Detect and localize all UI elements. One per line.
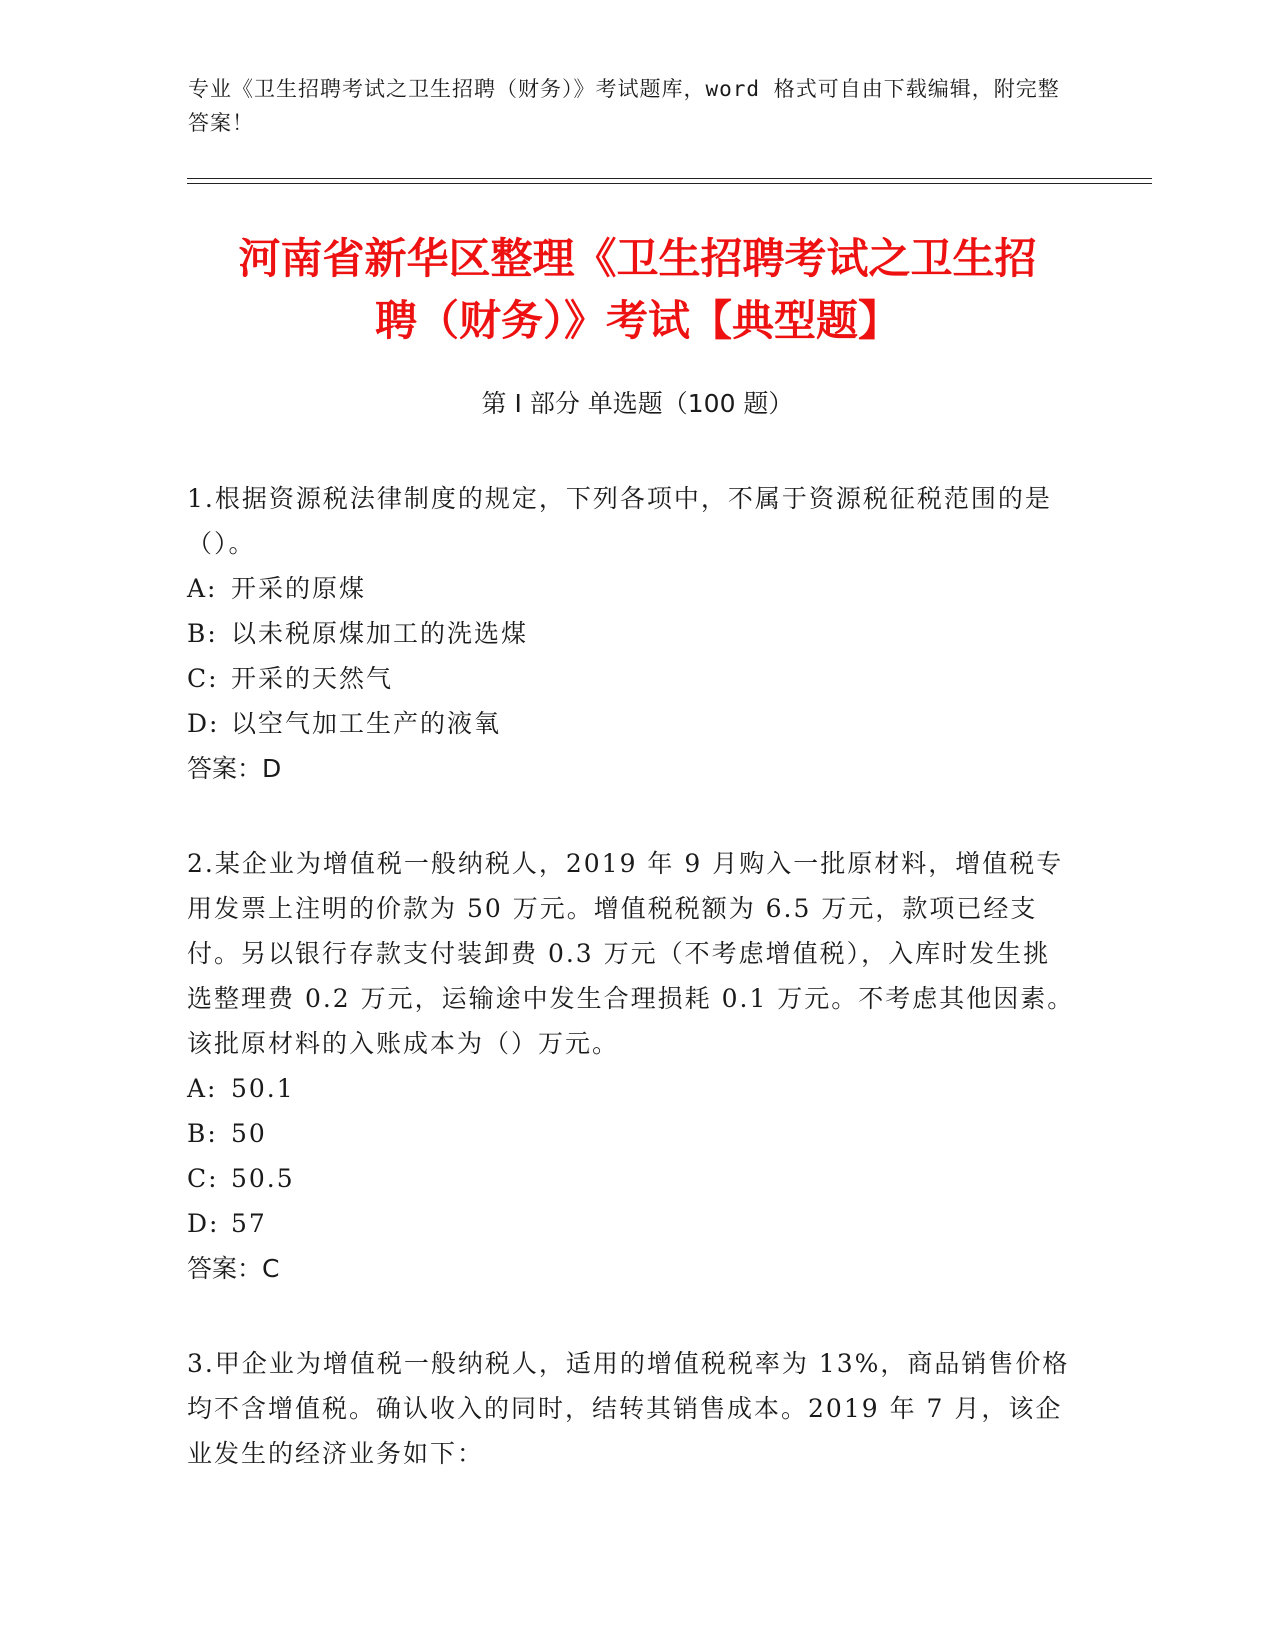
answer: 答案：C [187, 1254, 280, 1283]
option-d [187, 701, 1077, 746]
option-key: B: [187, 1119, 218, 1148]
option-c [187, 656, 1077, 701]
option-key: C: [187, 1164, 219, 1193]
option-key: C: [187, 664, 219, 693]
question-1 [187, 476, 1077, 791]
header-note: 专业《卫生招聘考试之卫生招聘（财务）》考试题库，word 格式可自由下载编辑，附完整答案！ [188, 77, 1060, 135]
option-a [187, 566, 1077, 611]
option-text: 以空气加工生产的液氧 [231, 709, 502, 738]
option-c [187, 1156, 1077, 1201]
option-text: 开采的原煤 [231, 574, 367, 603]
option-text: 开采的天然气 [231, 664, 394, 693]
option-b [187, 611, 1077, 656]
option-d [187, 1201, 1077, 1246]
option-key: D: [187, 1209, 220, 1238]
option-text: 50.1 [231, 1074, 295, 1103]
option-key: B: [187, 619, 218, 648]
document-title-line-2: 聘（财务）》考试【典型题】 [374, 296, 900, 345]
option-key: A: [187, 1074, 218, 1103]
option-text: 50 [231, 1119, 267, 1148]
document-title [150, 228, 1125, 352]
option-text: 以未税原煤加工的洗选煤 [231, 619, 529, 648]
option-key: D: [187, 709, 220, 738]
option-key: A: [187, 574, 218, 603]
header-divider [187, 178, 1152, 179]
question-2 [187, 841, 1077, 1291]
option-b [187, 1111, 1077, 1156]
header-divider-second [187, 183, 1152, 184]
question-stem: 3.甲企业为增值税一般纳税人，适用的增值税税率为 13%，商品销售价格均不含增值税。确认收入的同时，结转其销售成本。2019 年 7 月，该企业发生的经济业务如下： [187, 1349, 1070, 1468]
option-a [187, 1066, 1077, 1111]
question-stem: 1.根据资源税法律制度的规定，下列各项中，不属于资源税征税范围的是（）。 [187, 484, 1052, 558]
question-3 [187, 1341, 1077, 1476]
option-text: 57 [231, 1209, 267, 1238]
answer: 答案：D [187, 754, 282, 783]
document-title-line-1: 河南省新华区整理《卫生招聘考试之卫生招 [238, 234, 1037, 283]
option-text: 50.5 [231, 1164, 295, 1193]
section-heading: 第 I 部分 单选题（100 题） [481, 389, 794, 418]
question-stem: 2.某企业为增值税一般纳税人，2019 年 9 月购入一批原材料，增值税专用发票上注明的价款为 50 万元。增值税税额为 6.5 万元，款项已经支付。另以银行存款支付装卸费 0.3 万元（不考虑增值税），入库时发生挑选整理费 0.2 万元，运输途中发生合理损耗 0.1 万元。不考虑其他因素。该批原材料的入账成本为（）万元。 [187, 849, 1075, 1058]
